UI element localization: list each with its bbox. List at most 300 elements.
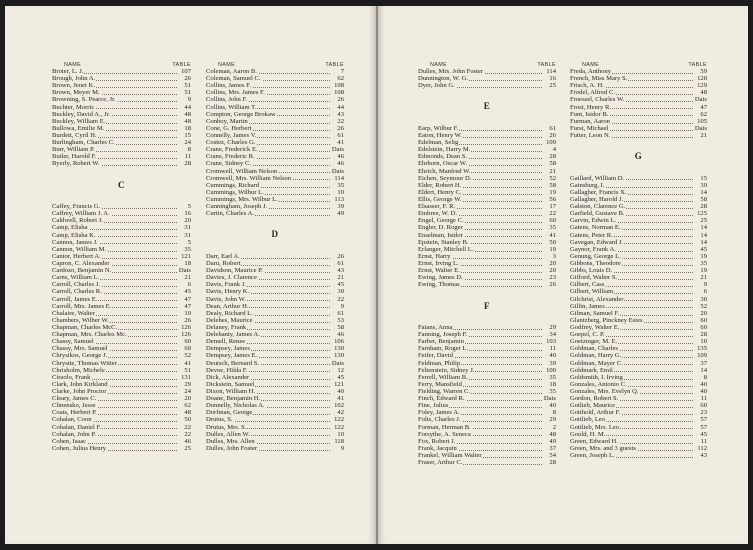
table-number: 31 xyxy=(184,231,191,239)
name-column-3 xyxy=(418,62,556,467)
guest-entry xyxy=(418,360,556,367)
name-header: NAME xyxy=(582,62,600,68)
table-number: 109 xyxy=(697,352,707,360)
guest-entry xyxy=(570,253,707,260)
table-number: 44 xyxy=(184,103,191,111)
table-number: 20 xyxy=(184,395,191,403)
table-number: 122 xyxy=(334,416,344,424)
guest-name: Fielding, Warren C. xyxy=(418,387,471,395)
table-number: 51 xyxy=(184,89,191,97)
table-number: 57 xyxy=(700,423,707,431)
table-number: 5 xyxy=(187,238,191,246)
guest-name: Chrystie, Thomas Witter xyxy=(52,359,117,367)
table-number: 15 xyxy=(184,131,191,139)
table-number: 26 xyxy=(549,281,556,289)
table-number: 18 xyxy=(184,124,191,132)
table-number: 22 xyxy=(337,117,344,125)
guest-name: Goldmark, Emil xyxy=(570,366,613,374)
name-header: NAME xyxy=(430,62,448,68)
guest-name: Godfrey, Walter E. xyxy=(570,323,620,331)
guest-name: Buckley, David A., Jr. xyxy=(52,110,110,118)
guest-entry xyxy=(206,96,344,103)
guest-entry xyxy=(52,438,191,445)
guest-name: Burdett, Cyril H. xyxy=(52,131,97,139)
guest-entry xyxy=(206,431,344,438)
guest-name: Furman, Aaron xyxy=(570,117,610,125)
guest-name: Coleman, Samuel C. xyxy=(206,75,261,83)
table-number: 35 xyxy=(549,224,556,232)
table-number: 28 xyxy=(700,331,707,339)
table-number: 114 xyxy=(546,68,556,75)
guest-name: Curtin, Charles A. xyxy=(206,210,254,218)
guest-entry xyxy=(418,182,556,189)
table-number: 43 xyxy=(337,110,344,118)
guest-entry xyxy=(570,104,707,111)
guest-entry xyxy=(570,388,707,395)
guest-name: Broter, L. J. xyxy=(52,68,84,75)
spacer xyxy=(418,89,556,96)
guest-name: Clarke, John Proctor xyxy=(52,387,107,395)
table-number: 14 xyxy=(700,224,707,232)
guest-name: Gottlieb, Leo xyxy=(570,416,606,424)
guest-name: Ehrich, Manfred W. xyxy=(418,167,471,175)
table-number: Dais xyxy=(331,167,344,175)
guest-name: Ernst, Walter E. xyxy=(418,267,460,275)
guest-name: Gould, H. M. xyxy=(570,430,606,438)
guest-name: Garvin, Edwin L. xyxy=(570,217,617,225)
table-number: 35 xyxy=(700,259,707,267)
table-number: 29 xyxy=(184,380,191,388)
table-number: Dais xyxy=(331,359,344,367)
guest-entry xyxy=(418,459,556,466)
name-column-1 xyxy=(52,62,191,452)
table-number: 58 xyxy=(337,323,344,331)
guest-entry xyxy=(418,367,556,374)
guest-name: Cleary, James C. xyxy=(52,395,97,403)
guest-name: Burr, William P. xyxy=(52,146,95,154)
guest-entry xyxy=(206,303,344,310)
guest-name: Epstein, Stanley B. xyxy=(418,238,469,246)
table-number: Dais xyxy=(331,146,344,154)
table-number: 25 xyxy=(700,217,707,225)
table-number: 58 xyxy=(549,181,556,189)
guest-entry xyxy=(570,445,707,452)
table-header: TABLE xyxy=(325,62,344,68)
guest-name: Brown, Jenet K. xyxy=(52,82,95,90)
guest-name: Finch, Edward R. xyxy=(418,395,465,403)
table-number: 60 xyxy=(549,217,556,225)
table-number: 122 xyxy=(334,423,344,431)
table-number: 60 xyxy=(700,323,707,331)
table-number: 102 xyxy=(334,402,344,410)
guest-name: Frost, Henry R. xyxy=(570,103,612,111)
guest-name: Forman, Herman B. xyxy=(418,423,471,431)
table-number: 19 xyxy=(549,245,556,253)
table-number: 48 xyxy=(184,409,191,417)
guest-entry xyxy=(206,296,344,303)
guest-name: Elsasser, F. R. xyxy=(418,203,456,211)
guest-name: Bullowa, Emilie M. xyxy=(52,124,105,132)
guest-name: Crane, Frederic R. xyxy=(206,153,255,161)
guest-name: Dulles, Allen W. xyxy=(206,430,250,438)
guest-name: Genung, George L. xyxy=(570,252,621,260)
guest-name: Gillin, James xyxy=(570,302,605,310)
guest-name: Brough, John A. xyxy=(52,75,96,83)
table-number: 20 xyxy=(549,259,556,267)
table-number: 28 xyxy=(549,459,556,467)
guest-entry xyxy=(418,175,556,182)
guest-name: Browning, S. Pearce, Jr. xyxy=(52,96,116,104)
table-number: 51 xyxy=(184,82,191,90)
guest-name: Cromwell, William Nelson xyxy=(206,167,278,175)
guest-entry xyxy=(570,296,707,303)
guest-name: Cohen, Isaac xyxy=(52,437,87,445)
guest-name: Fanning, Joseph F. xyxy=(418,331,468,339)
table-number: 50 xyxy=(549,238,556,246)
guest-name: Garfield, Gustave B. xyxy=(570,210,625,218)
name-header: NAME xyxy=(64,62,82,68)
guest-name: Cohalan, John P. xyxy=(52,430,96,438)
table-number: 4 xyxy=(552,146,556,154)
table-number: 39 xyxy=(700,181,707,189)
guest-name: Gotthold, Arthur F. xyxy=(570,409,621,417)
guest-name: Feltenstein, Sidney J. xyxy=(418,366,475,374)
table-number: 14 xyxy=(700,188,707,196)
table-number: 52 xyxy=(549,174,556,182)
guest-entry xyxy=(418,431,556,438)
guest-entry xyxy=(418,246,556,253)
table-number: 45 xyxy=(700,245,707,253)
table-number: 6 xyxy=(703,288,707,296)
table-number: 25 xyxy=(184,444,191,452)
guest-entry xyxy=(206,416,344,423)
guest-entry xyxy=(418,239,556,246)
table-number: 45 xyxy=(184,288,191,296)
guest-name: Collins, William T. xyxy=(206,103,257,111)
guest-entry xyxy=(418,281,556,288)
guest-name: Collins, Mrs. James F. xyxy=(206,89,265,97)
guest-name: Gatens, Norman E. xyxy=(570,224,621,232)
guest-entry xyxy=(206,125,344,132)
guest-entry xyxy=(52,431,191,438)
table-number: 8 xyxy=(187,146,191,154)
guest-entry xyxy=(52,104,191,111)
guest-name: Compton, George Brokaw xyxy=(206,110,276,118)
guest-entry xyxy=(570,118,707,125)
table-number: 61 xyxy=(549,124,556,132)
guest-name: Gilchrist, Alexander xyxy=(570,295,624,303)
guest-name: Gainsburg, I. xyxy=(570,181,605,189)
guest-name: Conboy, Martin xyxy=(206,117,248,125)
guest-name: Davies, J. Clarence xyxy=(206,274,257,282)
table-number: 58 xyxy=(549,160,556,168)
guest-name: Feldman, Philip xyxy=(418,359,461,367)
table-number: 108 xyxy=(334,89,344,97)
table-number: 53 xyxy=(337,316,344,324)
table-number: 40 xyxy=(549,352,556,360)
guest-entry xyxy=(418,253,556,260)
guest-name: Ewing, Thomas xyxy=(418,281,460,289)
guest-entry xyxy=(570,111,707,118)
table-number: 21 xyxy=(184,274,191,282)
guest-name: Fraser, Arthur C. xyxy=(418,459,463,467)
guest-name: Ferrell, William B. xyxy=(418,373,468,381)
table-number: 60 xyxy=(184,345,191,353)
guest-name: Gallagher, Harold J. xyxy=(570,196,624,203)
guest-name: Goetzinger, M. E. xyxy=(570,338,618,346)
table-number: 37 xyxy=(549,444,556,452)
table-number: 26 xyxy=(337,96,344,104)
section-letter: F xyxy=(484,300,490,311)
guest-name: Cummings, Richard xyxy=(206,181,260,189)
guest-entry xyxy=(418,374,556,381)
table-number: 22 xyxy=(184,423,191,431)
guest-entry xyxy=(570,424,707,431)
guest-name: Gilbert, William xyxy=(570,288,614,296)
table-number: 40 xyxy=(549,402,556,410)
table-number: 18 xyxy=(549,380,556,388)
guest-name: Ernst, Irving L. xyxy=(418,259,459,267)
table-number: 61 xyxy=(337,131,344,139)
guest-name: Caffrey, William J. A. xyxy=(52,210,110,218)
guest-name: Costez, Charles G. xyxy=(206,139,256,147)
spacer xyxy=(418,288,556,295)
table-number: 126 xyxy=(181,323,191,331)
guest-name: Embree, W. D. xyxy=(418,210,458,218)
guest-name: Gonzales, Antonio C. xyxy=(570,380,627,388)
guest-name: Galston, Clarence G. xyxy=(570,203,626,211)
guest-name: Gotlieb, Maurice xyxy=(570,402,616,410)
guest-name: Cunningham, Joseph J. xyxy=(206,203,268,211)
table-number: Dais xyxy=(543,395,556,403)
table-number: 20 xyxy=(184,217,191,225)
table-number: 42 xyxy=(337,409,344,417)
table-number: 7 xyxy=(340,68,344,75)
table-number: 8 xyxy=(552,409,556,417)
guest-name: Collins, John F. xyxy=(206,96,248,104)
table-header: TABLE xyxy=(537,62,556,68)
table-number: 18 xyxy=(184,259,191,267)
guest-name: Coleman, Aaron B. xyxy=(206,68,257,75)
table-number: 30 xyxy=(337,288,344,296)
guest-name: Dick, Alexander xyxy=(206,373,250,381)
guest-name: Crane, Frederick E. xyxy=(206,146,258,154)
table-number: 14 xyxy=(700,238,707,246)
guest-name: Delehes, Maurice xyxy=(206,316,253,324)
guest-name: Edmonds, Dean S. xyxy=(418,153,468,161)
guest-name: Ciraolo, Frank xyxy=(52,373,91,381)
guest-name: Dulles, John Foster xyxy=(206,444,258,452)
guest-entry xyxy=(206,182,344,189)
table-number: 9 xyxy=(340,302,344,310)
table-number: 9 xyxy=(340,444,344,452)
guest-name: Frank, Jacquin xyxy=(418,444,457,452)
table-number: 112 xyxy=(697,444,707,452)
guest-name: Caldwell, Robert J. xyxy=(52,217,103,225)
table-header: TABLE xyxy=(172,62,191,68)
guest-entry xyxy=(52,310,191,317)
guest-name: Faians, Anna xyxy=(418,324,453,331)
guest-name: Cummings, Mrs. Wilbur L. xyxy=(206,195,278,203)
guest-entry xyxy=(570,452,707,459)
table-number: 6 xyxy=(187,281,191,289)
guest-entry xyxy=(570,182,707,189)
table-number: 46 xyxy=(337,160,344,168)
table-number: 109 xyxy=(546,139,556,147)
guest-entry xyxy=(206,168,344,175)
table-number: 45 xyxy=(337,373,344,381)
guest-entry xyxy=(418,232,556,239)
guest-entry xyxy=(570,360,707,367)
table-number: 121 xyxy=(181,252,191,260)
table-number: 24 xyxy=(184,139,191,147)
table-number: 22 xyxy=(549,210,556,218)
table-number: 41 xyxy=(549,231,556,239)
table-number: 60 xyxy=(700,402,707,410)
guest-entry xyxy=(206,360,344,367)
table-number: 61 xyxy=(337,259,344,267)
section-letter: G xyxy=(634,151,643,162)
guest-entry xyxy=(570,317,707,324)
guest-name: Engel, George C. xyxy=(418,217,464,225)
guest-entry xyxy=(418,352,556,359)
guest-name: Davidson, Maurice P. xyxy=(206,267,263,275)
guest-entry xyxy=(570,224,707,231)
guest-name: Folts, Charles J. xyxy=(418,416,461,424)
guest-name: Gifford, Walter S. xyxy=(570,274,618,282)
table-number: 45 xyxy=(337,281,344,289)
guest-name: Dorfman, George xyxy=(206,409,253,417)
table-number: 3 xyxy=(552,252,556,260)
guest-name: Carns, William L. xyxy=(52,274,100,282)
guest-name: Drutus, S. xyxy=(206,416,233,424)
guest-entry xyxy=(52,303,191,310)
table-number: 61 xyxy=(337,309,344,317)
guest-entry xyxy=(570,324,707,331)
guest-entry xyxy=(52,324,191,331)
guest-entry xyxy=(206,317,344,324)
table-number: 8 xyxy=(703,373,707,381)
table-number: 2 xyxy=(552,423,556,431)
guest-entry xyxy=(206,445,344,452)
guest-name: Camp, Elisha xyxy=(52,224,88,232)
guest-name: Delaney, Frank xyxy=(206,323,247,331)
guest-name: Earp, Wilbur F. xyxy=(418,124,459,132)
guest-entry xyxy=(418,224,556,231)
guest-name: Funt, Isidor B. xyxy=(570,110,609,118)
table-number: 11 xyxy=(700,437,707,445)
guest-name: Clinensko, Jesse xyxy=(52,402,96,410)
guest-entry xyxy=(52,160,191,167)
guest-entry xyxy=(570,381,707,388)
table-number: 130 xyxy=(334,345,344,353)
guest-entry xyxy=(206,160,344,167)
table-number: 35 xyxy=(184,245,191,253)
guest-entry xyxy=(52,118,191,125)
table-number: 108 xyxy=(334,82,344,90)
table-number: 21 xyxy=(549,167,556,175)
guest-name: Byerly, Robert W. xyxy=(52,160,100,168)
guest-name: Collins, James F. xyxy=(206,82,251,90)
spacer xyxy=(570,139,707,146)
guest-entry xyxy=(570,132,707,139)
guest-name: Cummings, Wilbur L. xyxy=(206,188,264,196)
table-number: 54 xyxy=(549,451,556,459)
guest-entry xyxy=(206,310,344,317)
guest-entry xyxy=(570,246,707,253)
guest-name: Buchter, Morris xyxy=(52,103,94,111)
table-number: 10 xyxy=(184,309,191,317)
guest-name: Crane, Sidney C. xyxy=(206,160,252,168)
guest-name: Gilman, Samuel F. xyxy=(570,309,620,317)
table-number: 47 xyxy=(184,302,191,310)
table-number: 130 xyxy=(334,352,344,360)
guest-name: Cardozo, Benjamin N. xyxy=(52,267,112,275)
table-number: 21 xyxy=(337,274,344,282)
guest-entry xyxy=(570,189,707,196)
guest-entry xyxy=(570,303,707,310)
table-number: 52 xyxy=(700,302,707,310)
guest-entry xyxy=(570,374,707,381)
table-number: 62 xyxy=(700,110,707,118)
table-number: 46 xyxy=(184,437,191,445)
guest-name: Darr, Earl A. xyxy=(206,252,240,260)
guest-name: Goldman, Charles xyxy=(570,345,618,353)
guest-name: Carroll, Charles R. xyxy=(52,288,102,296)
table-number: 39 xyxy=(549,359,556,367)
guest-name: Davis, Frank J. xyxy=(206,281,246,289)
guest-name: Enselman, Isidor xyxy=(418,231,463,239)
table-number: 40 xyxy=(700,380,707,388)
table-number: 19 xyxy=(549,188,556,196)
table-number: 100 xyxy=(546,366,556,374)
guest-entry xyxy=(206,175,344,182)
table-number: 11 xyxy=(700,395,707,403)
spacer xyxy=(206,246,344,253)
table-number: 11 xyxy=(549,345,556,353)
table-number: 26 xyxy=(184,316,191,324)
table-number: 103 xyxy=(546,338,556,346)
table-number: 23 xyxy=(700,409,707,417)
guest-entry xyxy=(570,431,707,438)
name-column-2 xyxy=(206,62,344,452)
guest-entry xyxy=(418,416,556,423)
guest-name: Gatens, Peter R. xyxy=(570,231,613,239)
guest-entry xyxy=(52,388,191,395)
guest-name: Dyer, John G. xyxy=(418,82,455,90)
guest-entry xyxy=(52,360,191,367)
table-number: 37 xyxy=(700,359,707,367)
table-number: 51 xyxy=(184,366,191,374)
guest-entry xyxy=(206,288,344,295)
guest-name: Delehanty, James A. xyxy=(206,331,260,339)
guest-entry xyxy=(570,367,707,374)
guest-name: Edelstein, Harry M. xyxy=(418,146,471,154)
table-number: 48 xyxy=(184,110,191,118)
table-number: Dais xyxy=(694,96,707,104)
table-number: 26 xyxy=(549,132,556,140)
spacer xyxy=(206,217,344,224)
guest-name: Carroll, Charles J. xyxy=(52,281,100,289)
table-number: 21 xyxy=(700,274,707,282)
guest-name: Glantzberg, Pinckney Estes xyxy=(570,316,643,324)
guest-name: Clark, John Kirkland xyxy=(52,380,108,388)
table-number: 48 xyxy=(549,430,556,438)
guest-entry xyxy=(206,438,344,445)
table-number: 121 xyxy=(334,380,344,388)
table-number: 46 xyxy=(337,153,344,161)
table-number: 52 xyxy=(184,352,191,360)
